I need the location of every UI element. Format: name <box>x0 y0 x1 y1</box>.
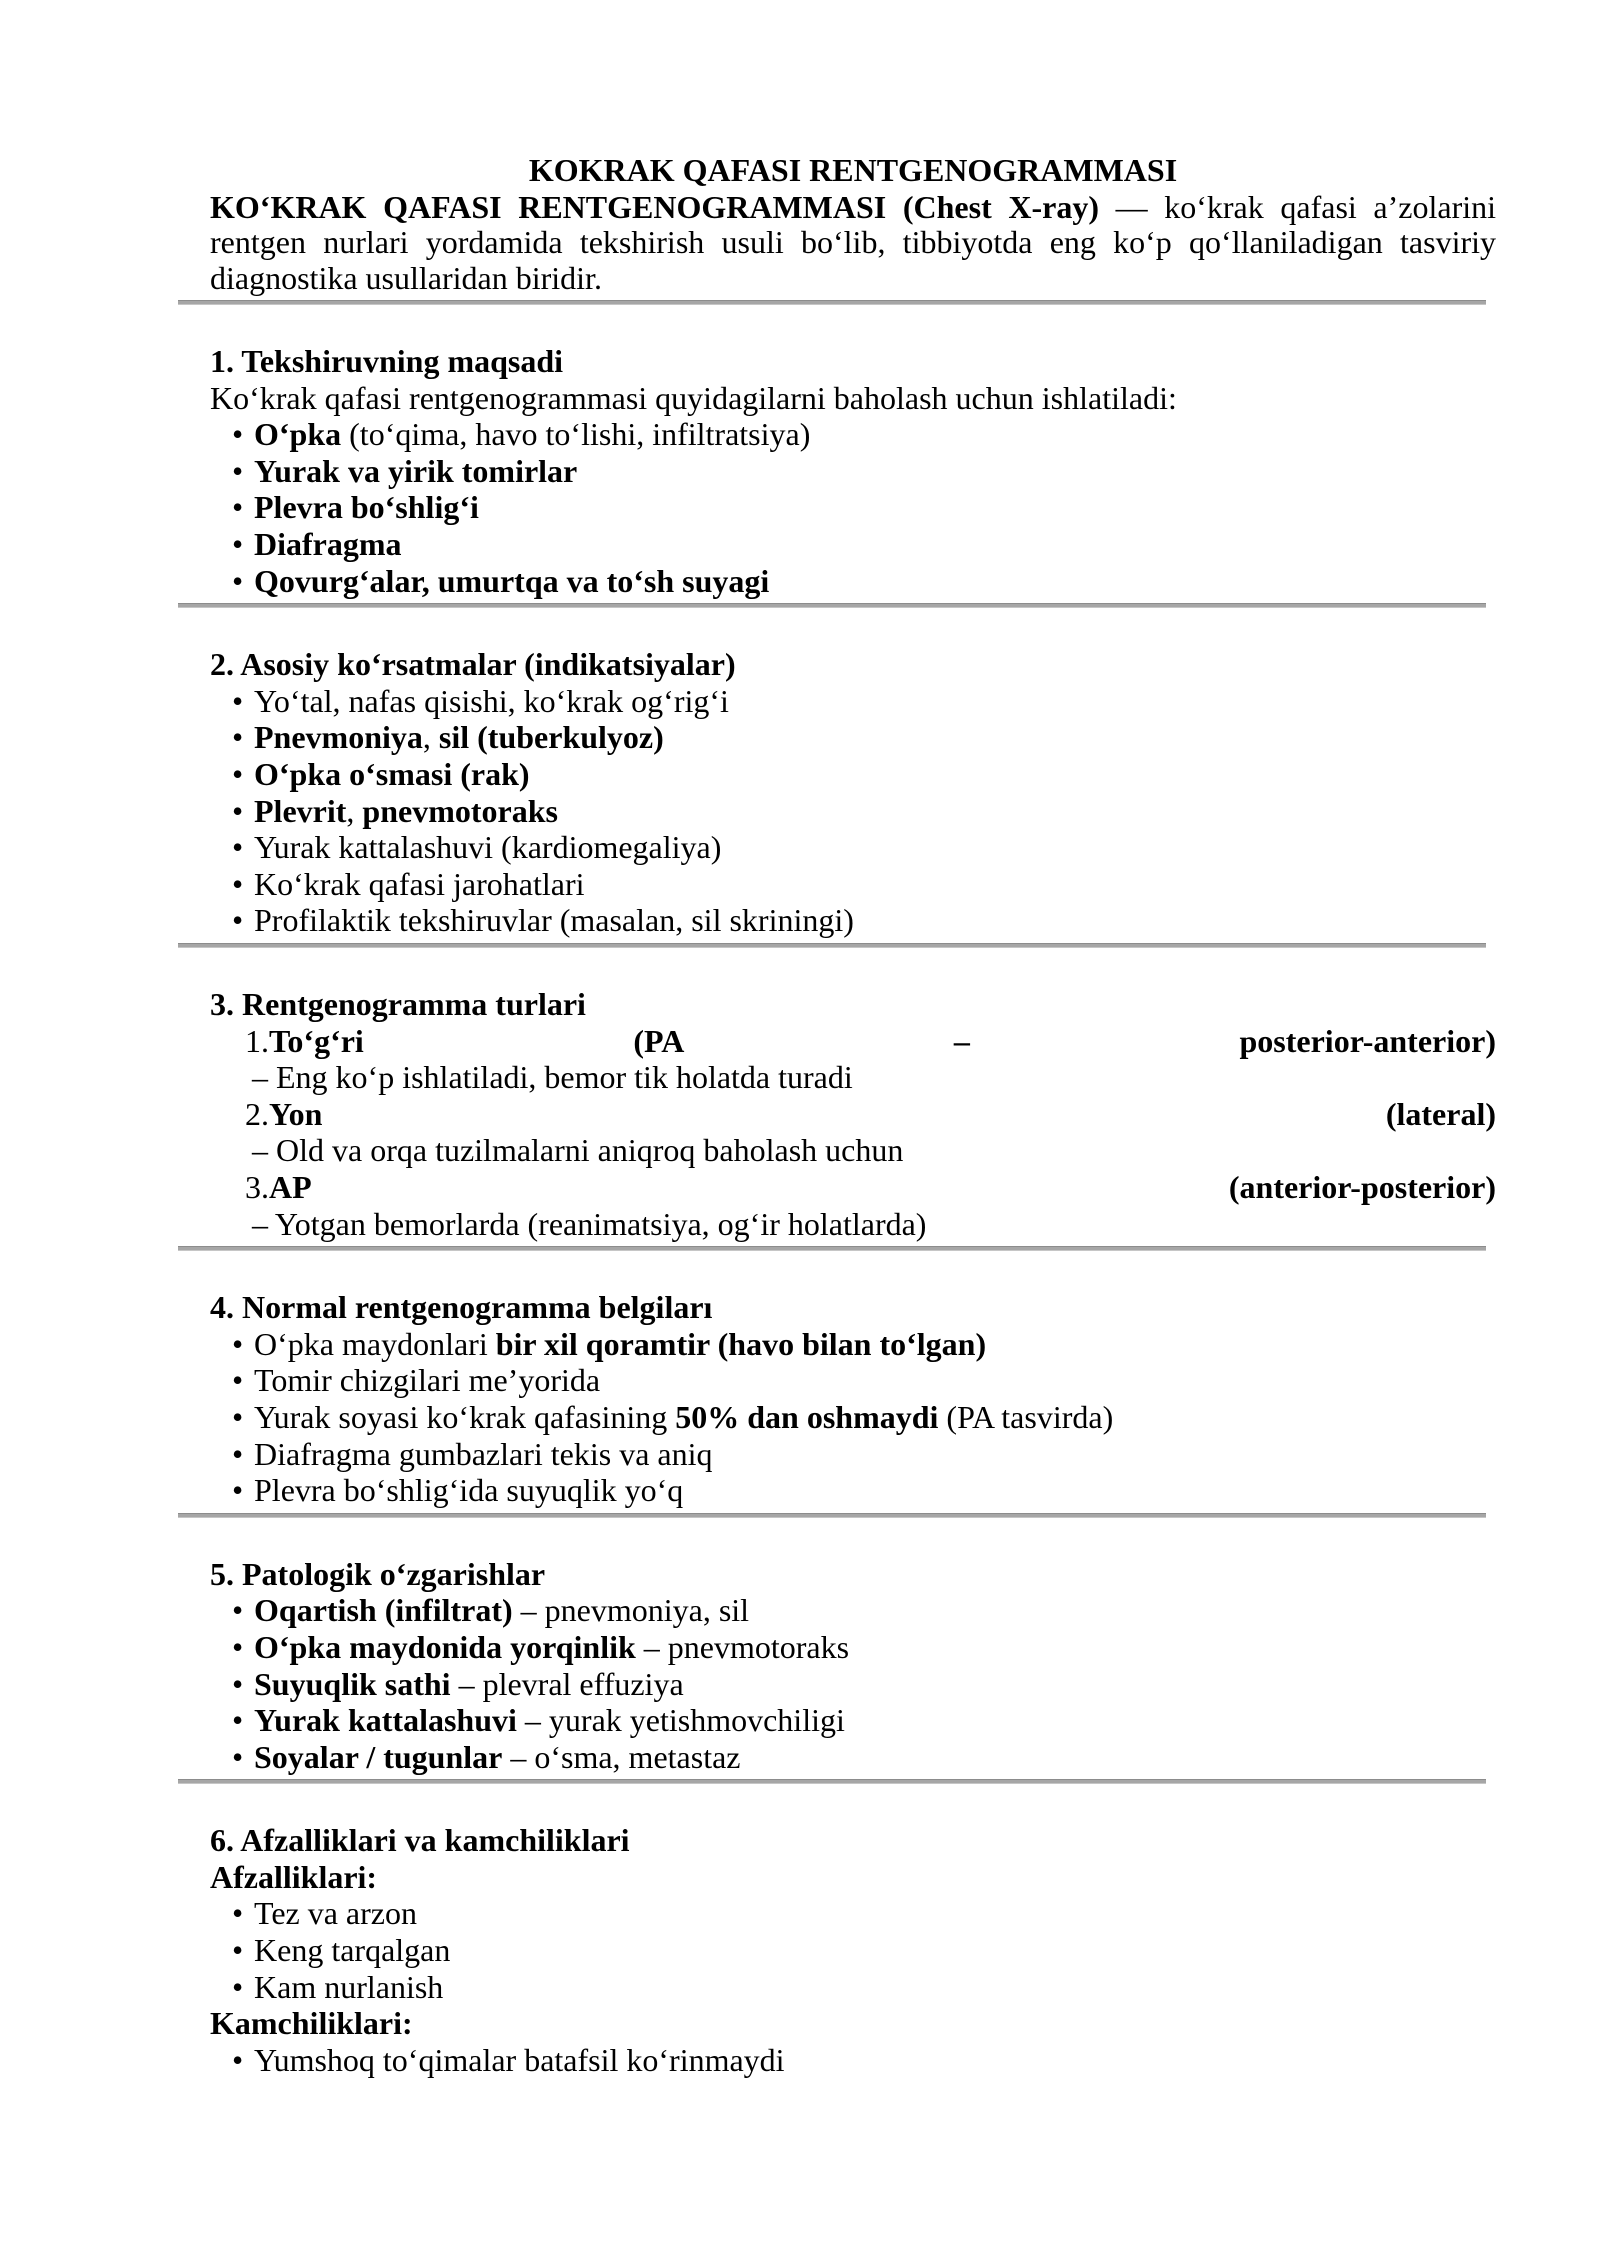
group-label: Kamchiliklari: <box>210 2005 413 2042</box>
text-segment: Tez va arzon <box>254 1895 417 1932</box>
bullet-marker-icon: • <box>232 756 244 793</box>
document-content <box>210 0 1496 2078</box>
text-segment: Koʻkrak qafasi jarohatlari <box>254 865 585 902</box>
bullet-marker-icon: • <box>232 489 244 526</box>
bullet-marker-icon: • <box>232 416 244 453</box>
item-spread-text <box>269 1169 1496 1206</box>
bullet-item <box>210 719 1496 756</box>
section-heading: 2. Asosiy koʻrsatmalar (indikatsiyalar) <box>210 646 736 683</box>
bullet-marker-icon: • <box>232 829 244 866</box>
document-title: KOKRAK QAFASI RENTGENOGRAMMASI <box>528 152 1178 188</box>
section-divider <box>178 603 1486 608</box>
bullet-text <box>254 416 810 452</box>
text-segment: , <box>346 792 363 829</box>
bullet-marker-icon: • <box>232 1592 244 1629</box>
bullet-marker-icon: • <box>232 865 244 902</box>
bullet-marker-icon: • <box>232 902 244 939</box>
spread-segment: Yon <box>269 1095 323 1132</box>
bold-text-segment: Diafragma <box>254 526 402 563</box>
text-segment: – pnevmoniya, sil <box>512 1592 750 1629</box>
spread-segment: – <box>953 1022 970 1059</box>
section-heading: 4. Normal rentgenogramma belgiları <box>210 1289 713 1326</box>
bullet-marker-icon: • <box>232 1325 244 1362</box>
bullet-text <box>254 793 558 829</box>
sections-container <box>210 343 1496 2078</box>
bullet-text <box>254 1399 1113 1435</box>
bullet-text <box>254 1472 683 1508</box>
text-segment: Yoʻtal, nafas qisishi, koʻkrak ogʻrigʻi <box>254 682 729 719</box>
bold-text-segment: Plevrit <box>254 792 347 829</box>
bullet-list <box>210 1895 1496 2005</box>
bullet-text <box>254 489 479 525</box>
bullet-item <box>210 1895 1496 1932</box>
bullet-text <box>254 1666 684 1702</box>
bullet-item <box>210 416 1496 453</box>
section <box>210 986 1496 1251</box>
group-label: Afzalliklari: <box>210 1858 378 1895</box>
bullet-text <box>254 719 664 755</box>
bullet-list <box>210 683 1496 939</box>
bullet-marker-icon: • <box>232 1628 244 1665</box>
bullet-text <box>254 1362 600 1398</box>
bold-text-segment: Oʻpka maydonida yorqinlik <box>254 1628 636 1665</box>
section-divider <box>178 300 1486 305</box>
bold-text-segment: Pnevmoniya <box>254 719 423 756</box>
spread-segment: (lateral) <box>1385 1095 1496 1132</box>
bullet-text <box>254 1739 740 1775</box>
text-segment: (PA tasvirda) <box>938 1398 1114 1435</box>
bold-text-segment: Qovurgʻalar, umurtqa va toʻsh suyagi <box>254 562 770 599</box>
section <box>210 1556 1496 1785</box>
bullet-list <box>210 2042 1496 2079</box>
bullet-item <box>210 453 1496 490</box>
item-sub-note: – Eng koʻp ishlatiladi, bemor tik holatda turadi <box>252 1059 853 1096</box>
bullet-text <box>254 1592 749 1628</box>
numbered-item-row <box>210 1096 1496 1133</box>
bold-text-segment: Yurak va yirik tomirlar <box>254 452 578 489</box>
bold-text-segment: pnevmotoraks <box>362 792 558 829</box>
section-heading: 6. Afzalliklari va kamchiliklari <box>210 1822 630 1859</box>
bullet-text <box>254 1326 986 1362</box>
bullet-marker-icon: • <box>232 2041 244 2078</box>
bullet-marker-icon: • <box>232 792 244 829</box>
numbered-item-row <box>210 1169 1496 1206</box>
bullet-item <box>210 1592 1496 1629</box>
bullet-item <box>210 1629 1496 1666</box>
bullet-marker-icon: • <box>232 1968 244 2005</box>
bullet-text <box>254 1932 450 1968</box>
bullet-text <box>254 563 769 599</box>
section-divider <box>178 1513 1486 1518</box>
bullet-item <box>210 829 1496 866</box>
spread-segment: posterior-anterior) <box>1239 1022 1496 1059</box>
text-segment: Yurak soyasi koʻkrak qafasining <box>254 1398 676 1435</box>
bullet-item <box>210 1472 1496 1509</box>
bullet-text <box>254 526 402 562</box>
bullet-text <box>254 1969 443 2005</box>
section <box>210 343 1496 608</box>
bullet-text <box>254 1895 417 1931</box>
bullet-text <box>254 683 729 719</box>
numbered-item-row <box>210 1023 1496 1060</box>
bullet-marker-icon: • <box>232 526 244 563</box>
bullet-marker-icon: • <box>232 562 244 599</box>
bullet-list <box>210 1326 1496 1509</box>
item-sub-note: – Yotgan bemorlarda (reanimatsiya, ogʻir holatlarda) <box>252 1205 927 1242</box>
item-number: 2. <box>245 1095 269 1132</box>
text-segment: Keng tarqalgan <box>254 1932 451 1969</box>
bullet-marker-icon: • <box>232 682 244 719</box>
bullet-item <box>210 683 1496 720</box>
bullet-marker-icon: • <box>232 1362 244 1399</box>
numbered-item <box>210 1023 1496 1096</box>
bold-text-segment: Oqartish (infiltrat) <box>254 1592 513 1629</box>
intro-body-text: — koʻkrak qafasi aʼzolarini rentgen nurlari yordamida tekshirish usuli boʻlib, tibbiyotda eng koʻp qoʻllaniladigan tasviriy diagnostika usullaridan biridir. <box>210 188 1496 296</box>
section-heading: 1. Tekshiruvning maqsadi <box>210 343 564 380</box>
bullet-item <box>210 1362 1496 1399</box>
item-number: 3. <box>245 1168 269 1205</box>
section <box>210 1289 1496 1518</box>
text-segment: Yurak kattalashuvi (kardiomegaliya) <box>254 829 722 866</box>
bullet-item <box>210 1702 1496 1739</box>
bullet-text <box>254 829 721 865</box>
text-segment: – yurak yetishmovchiligi <box>516 1702 845 1739</box>
section-heading: 5. Patologik oʻzgarishlar <box>210 1555 546 1592</box>
bullet-marker-icon: • <box>232 1738 244 1775</box>
bold-text-segment: 50% dan oshmaydi <box>675 1398 939 1435</box>
section-divider <box>178 1246 1486 1251</box>
item-spread-text <box>269 1096 1496 1133</box>
text-segment: – oʻsma, metastaz <box>502 1738 741 1775</box>
bullet-item <box>210 1969 1496 2006</box>
bullet-item <box>210 563 1496 600</box>
bold-text-segment: Oʻpka oʻsmasi (rak) <box>254 756 530 793</box>
bullet-item <box>210 1326 1496 1363</box>
bullet-item <box>210 1739 1496 1776</box>
text-segment: Tomir chizgilari meʼyorida <box>254 1362 601 1399</box>
section <box>210 646 1496 948</box>
section-intro-line: Koʻkrak qafasi rentgenogrammasi quyidagilarni baholash uchun ishlatiladi: <box>210 379 1177 416</box>
text-segment: Diafragma gumbazlari tekis va aniq <box>254 1435 713 1472</box>
bullet-item <box>210 526 1496 563</box>
bullet-item <box>210 2042 1496 2079</box>
numbered-item <box>210 1096 1496 1169</box>
spread-segment: Toʻgʻri <box>269 1022 364 1059</box>
bold-text-segment: Plevra boʻshligʻi <box>254 489 479 526</box>
item-spread-text <box>269 1023 1496 1060</box>
bullet-item <box>210 793 1496 830</box>
bullet-marker-icon: • <box>232 1398 244 1435</box>
text-segment: – pnevmotoraks <box>635 1628 850 1665</box>
intro-lead-bold: KOʻKRAK QAFASI RENTGENOGRAMMASI (Chest X-ray) <box>210 188 1099 225</box>
bullet-text <box>254 1436 712 1472</box>
bullet-text <box>254 1702 845 1738</box>
bullet-marker-icon: • <box>232 1665 244 1702</box>
bullet-text <box>254 756 530 792</box>
bullet-marker-icon: • <box>232 452 244 489</box>
spread-segment: (anterior-posterior) <box>1228 1168 1496 1205</box>
text-segment: Yumshoq toʻqimalar batafsil koʻrinmaydi <box>254 2041 785 2078</box>
bold-text-segment: Yurak kattalashuvi <box>254 1702 517 1739</box>
item-sub-note: – Old va orqa tuzilmalarni aniqroq baholash uchun <box>252 1132 904 1169</box>
bullet-item <box>210 489 1496 526</box>
bold-text-segment: Soyalar / tugunlar <box>254 1738 503 1775</box>
text-segment: – plevral effuziya <box>450 1665 684 1702</box>
section <box>210 1822 1496 2078</box>
bullet-text <box>254 1629 849 1665</box>
item-number: 1. <box>245 1022 269 1059</box>
bullet-item <box>210 866 1496 903</box>
bullet-item <box>210 1436 1496 1473</box>
text-segment: , <box>422 719 439 756</box>
bullet-marker-icon: • <box>232 719 244 756</box>
text-segment: Kam nurlanish <box>254 1968 444 2005</box>
bullet-text <box>254 902 854 938</box>
bullet-item <box>210 756 1496 793</box>
bullet-marker-icon: • <box>232 1895 244 1932</box>
section-divider <box>178 943 1486 948</box>
bullet-item <box>210 1666 1496 1703</box>
bullet-item <box>210 1399 1496 1436</box>
section-heading: 3. Rentgenogramma turlari <box>210 986 586 1022</box>
text-segment: Profilaktik tekshiruvlar (masalan, sil skriningi) <box>254 902 854 939</box>
text-segment: Oʻpka maydonlari <box>254 1325 496 1362</box>
text-segment: Plevra boʻshligʻida suyuqlik yoʻq <box>254 1472 684 1509</box>
bullet-marker-icon: • <box>232 1932 244 1969</box>
section-divider <box>178 1779 1486 1784</box>
bullet-text <box>254 866 585 902</box>
bullet-list <box>210 1592 1496 1775</box>
spread-segment: (PA <box>633 1022 685 1059</box>
bullet-item <box>210 1932 1496 1969</box>
spread-segment: AP <box>269 1168 312 1205</box>
bullet-text <box>254 453 577 489</box>
bold-text-segment: bir xil qoramtir (havo bilan toʻlgan) <box>495 1325 987 1362</box>
text-segment: (toʻqima, havo toʻlishi, infiltratsiya) <box>341 416 811 453</box>
bold-text-segment: Suyuqlik sathi <box>254 1665 451 1702</box>
intro-paragraph <box>210 190 1496 297</box>
bullet-marker-icon: • <box>232 1472 244 1509</box>
bold-text-segment: sil (tuberkulyoz) <box>438 719 664 756</box>
numbered-item <box>210 1169 1496 1242</box>
bullet-text <box>254 2042 785 2078</box>
bullet-list <box>210 416 1496 599</box>
bullet-item <box>210 902 1496 939</box>
bold-text-segment: Oʻpka <box>254 416 342 453</box>
bullet-marker-icon: • <box>232 1702 244 1739</box>
bullet-marker-icon: • <box>232 1435 244 1472</box>
